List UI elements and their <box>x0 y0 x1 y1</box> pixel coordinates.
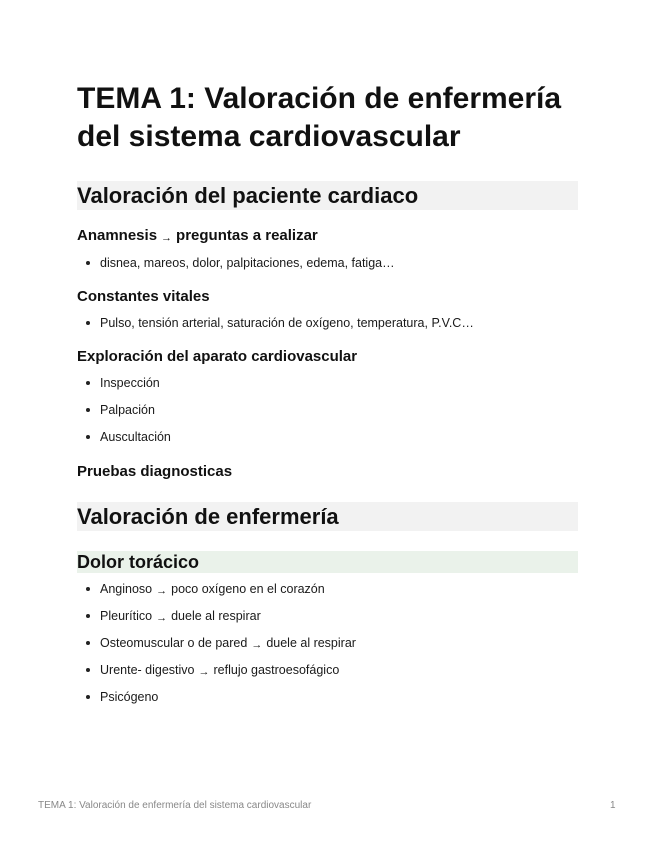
arrow-icon: → <box>198 666 210 678</box>
item-desc: poco oxígeno en el corazón <box>171 582 325 596</box>
list-item-text: Auscultación <box>100 430 171 444</box>
pruebas-heading: Pruebas diagnosticas <box>77 463 233 480</box>
anamnesis-list <box>77 254 578 272</box>
bullet-icon <box>86 695 90 699</box>
section-heading-valoracion-enfermeria: Valoración de enfermería <box>77 502 578 531</box>
item-term: Pleurítico <box>100 609 153 623</box>
bullet-icon <box>86 641 90 645</box>
bullet-icon <box>86 435 90 439</box>
list-item-text: Inspección <box>100 376 160 390</box>
dolor-toracico-heading: Dolor torácico <box>77 551 578 573</box>
list-item <box>77 607 578 625</box>
list-item <box>77 428 578 446</box>
list-item-text: disnea, mareos, dolor, palpitaciones, edema, fatiga… <box>100 256 395 270</box>
list-item <box>77 401 578 419</box>
bullet-icon <box>86 668 90 672</box>
item-desc: reflujo gastroesofágico <box>213 663 340 677</box>
item-term: Anginoso <box>100 582 153 596</box>
anamnesis-rest: preguntas a realizar <box>176 227 318 244</box>
anamnesis-heading <box>77 226 578 247</box>
bullet-icon <box>86 614 90 618</box>
item-desc: duele al respirar <box>266 636 356 650</box>
section-heading-valoracion-paciente: Valoración del paciente cardiaco <box>77 181 578 210</box>
anamnesis-label: Anamnesis <box>77 227 158 244</box>
page-number: 1 <box>610 800 616 811</box>
bullet-icon <box>86 587 90 591</box>
list-item <box>77 688 578 706</box>
item-term: Psicógeno <box>100 690 159 704</box>
item-term: Urente- digestivo <box>100 663 195 677</box>
list-item-text: Palpación <box>100 403 155 417</box>
exploracion-heading: Exploración del aparato cardiovascular <box>77 348 358 365</box>
page-title: TEMA 1: Valoración de enfermería del sistema cardiovascular <box>77 82 562 153</box>
constantes-heading: Constantes vitales <box>77 288 210 305</box>
arrow-icon: → <box>156 585 168 597</box>
list-item <box>77 580 578 598</box>
document-content <box>77 80 578 706</box>
bullet-icon <box>86 408 90 412</box>
list-item <box>77 314 578 332</box>
list-item <box>77 374 578 392</box>
arrow-icon: → <box>156 612 168 624</box>
item-desc: duele al respirar <box>171 609 261 623</box>
bullet-icon <box>86 321 90 325</box>
list-item <box>77 634 578 652</box>
exploracion-list <box>77 374 578 446</box>
constantes-list <box>77 314 578 332</box>
list-item <box>77 661 578 679</box>
arrow-icon: → <box>161 232 173 244</box>
bullet-icon <box>86 261 90 265</box>
page-footer-title: TEMA 1: Valoración de enfermería del sistema cardiovascular <box>38 800 312 811</box>
item-term: Osteomuscular o de pared <box>100 636 248 650</box>
bullet-icon <box>86 381 90 385</box>
list-item-text: Pulso, tensión arterial, saturación de oxígeno, temperatura, P.V.C… <box>100 316 474 330</box>
arrow-icon: → <box>251 639 263 651</box>
dolor-list <box>77 580 578 706</box>
list-item <box>77 254 578 272</box>
